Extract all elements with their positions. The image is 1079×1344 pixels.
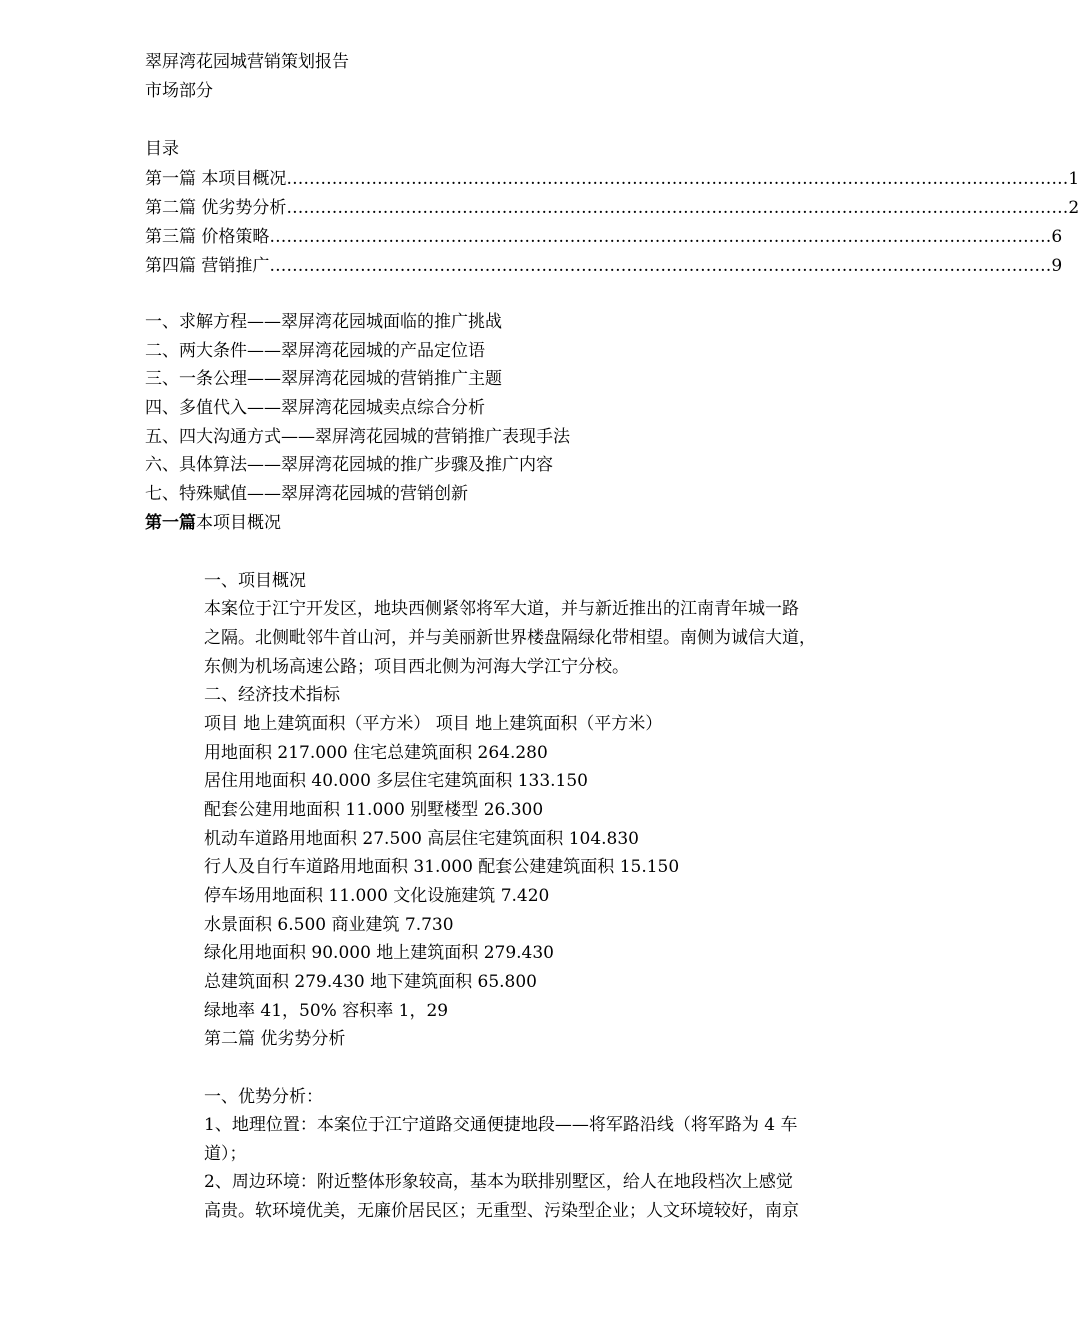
paragraph-line: 高贵。软环境优美，无廉价居民区；无重型、污染型企业；人文环境较好，南京 <box>204 1201 799 1221</box>
indicator-row: 绿化用地面积 90.000 地上建筑面积 279.430 <box>204 943 554 963</box>
toc-leader-dots: ………………………………………………………………………………………………………………………… <box>269 227 1052 247</box>
outline-item: 四、多值代入——翠屏湾花园城卖点综合分析 <box>145 398 485 418</box>
toc-entry[interactable] <box>145 167 1079 189</box>
section-title: 一、项目概况 <box>204 571 306 591</box>
document-subtitle: 市场部分 <box>145 81 213 101</box>
indicator-row: 配套公建用地面积 11.000 别墅楼型 26.300 <box>204 800 544 820</box>
toc-entry[interactable] <box>145 254 1063 276</box>
part-one-heading-text: 本项目概况 <box>196 513 281 533</box>
indicator-row: 用地面积 217.000 住宅总建筑面积 264.280 <box>204 743 548 763</box>
toc-leader-dots: ………………………………………………………………………………………………………………………… <box>286 198 1069 218</box>
toc-entry[interactable] <box>145 225 1063 247</box>
outline-item: 五、四大沟通方式——翠屏湾花园城的营销推广表现手法 <box>145 427 570 447</box>
paragraph-line: 本案位于江宁开发区，地块西侧紧邻将军大道，并与新近推出的江南青年城一路 <box>204 599 799 619</box>
indicator-row: 项目 地上建筑面积（平方米） 项目 地上建筑面积（平方米） <box>204 714 663 734</box>
document-title: 翠屏湾花园城营销策划报告 <box>145 52 349 72</box>
indicator-row: 机动车道路用地面积 27.500 高层住宅建筑面积 104.830 <box>204 829 639 849</box>
outline-item: 一、求解方程——翠屏湾花园城面临的推广挑战 <box>145 312 502 332</box>
indicator-row: 停车场用地面积 11.000 文化设施建筑 7.420 <box>204 886 550 906</box>
toc-leader-dots: ………………………………………………………………………………………………………………………… <box>269 256 1052 276</box>
section-title: 二、经济技术指标 <box>204 685 340 705</box>
toc-entry-page: 9 <box>1051 256 1063 276</box>
toc-entry-title: 第一篇 本项目概况 <box>145 169 287 189</box>
toc-entry-title: 第二篇 优劣势分析 <box>145 198 287 218</box>
toc-entry[interactable] <box>145 196 1079 218</box>
indicator-row: 居住用地面积 40.000 多层住宅建筑面积 133.150 <box>204 771 588 791</box>
outline-item: 七、特殊赋值——翠屏湾花园城的营销创新 <box>145 484 468 504</box>
toc-entry-page: 1 <box>1068 169 1079 189</box>
paragraph-line: 东侧为机场高速公路；项目西北侧为河海大学江宁分校。 <box>204 657 629 677</box>
part-one-heading-bold: 第一篇 <box>145 513 196 533</box>
paragraph-line: 道）； <box>204 1144 247 1164</box>
paragraph-line: 1、地理位置：本案位于江宁道路交通便捷地段——将军路沿线（将军路为 4 车 <box>204 1115 798 1135</box>
toc-entry-page: 6 <box>1051 227 1063 247</box>
indicator-row: 总建筑面积 279.430 地下建筑面积 65.800 <box>204 972 537 992</box>
toc-entry-page: 2 <box>1068 198 1079 218</box>
toc-entry-title: 第四篇 营销推广 <box>145 256 270 276</box>
toc-entry-title: 第三篇 价格策略 <box>145 227 270 247</box>
section-title: 一、优势分析： <box>204 1087 323 1107</box>
indicator-row: 水景面积 6.500 商业建筑 7.730 <box>204 915 454 935</box>
part-one-heading <box>145 513 281 535</box>
paragraph-line: 2、周边环境：附近整体形象较高，基本为联排别墅区，给人在地段档次上感觉 <box>204 1172 793 1192</box>
toc-heading: 目录 <box>145 139 179 159</box>
outline-item: 三、一条公理——翠屏湾花园城的营销推广主题 <box>145 369 502 389</box>
indicator-row: 绿地率 41，50% 容积率 1，29 <box>204 1001 449 1021</box>
outline-item: 二、两大条件——翠屏湾花园城的产品定位语 <box>145 341 485 361</box>
paragraph-line: 之隔。北侧毗邻牛首山河，并与美丽新世界楼盘隔绿化带相望。南侧为诚信大道， <box>204 628 816 648</box>
part-two-heading: 第二篇 优劣势分析 <box>204 1029 346 1049</box>
toc-leader-dots: ………………………………………………………………………………………………………………………… <box>286 169 1069 189</box>
indicator-row: 行人及自行车道路用地面积 31.000 配套公建建筑面积 15.150 <box>204 857 680 877</box>
outline-item: 六、具体算法——翠屏湾花园城的推广步骤及推广内容 <box>145 455 553 475</box>
